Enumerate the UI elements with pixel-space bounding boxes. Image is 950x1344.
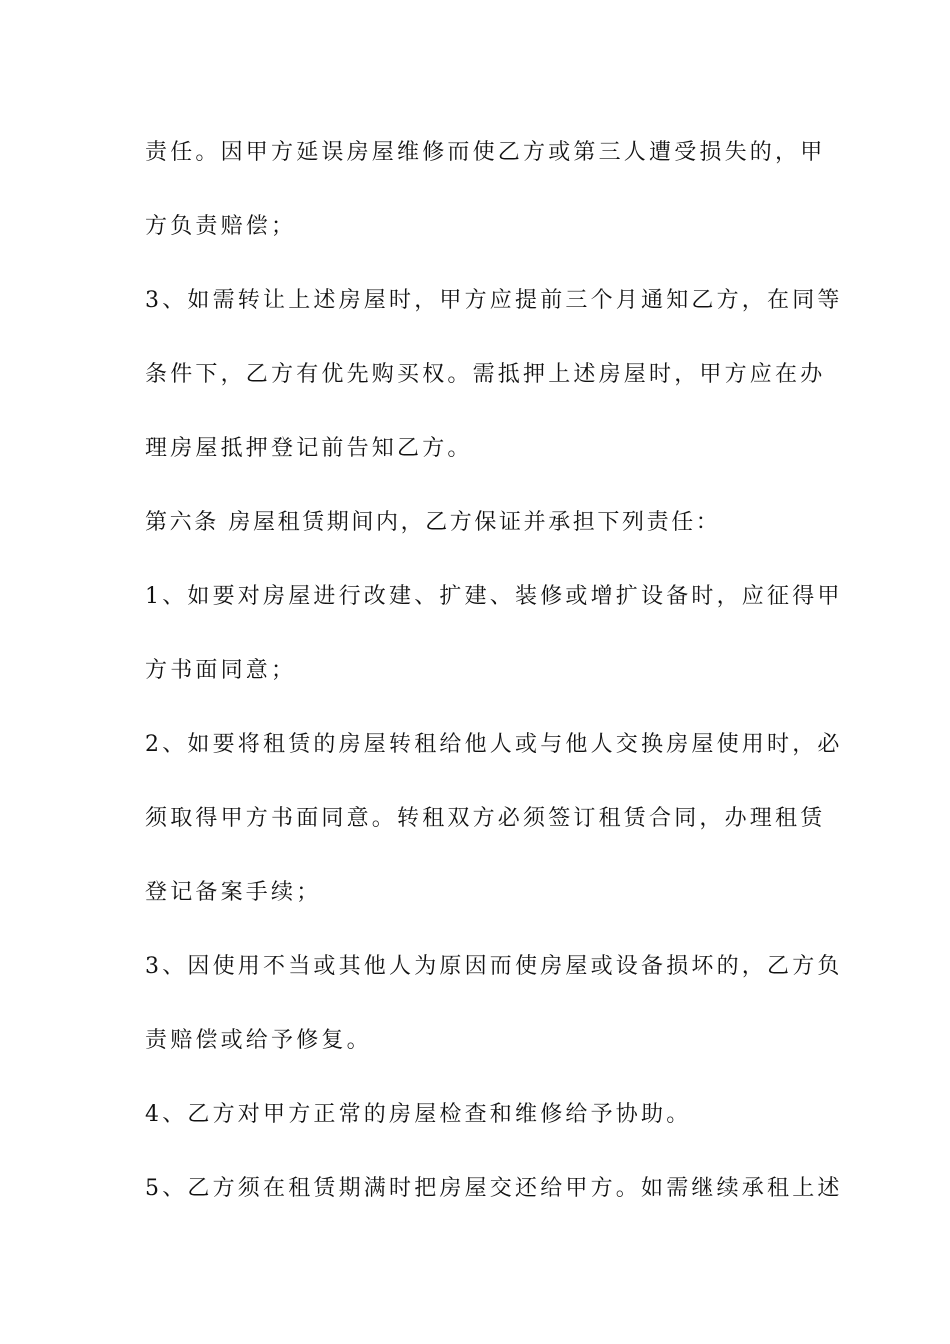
- text-line: 条件下，乙方有优先购买权。需抵押上述房屋时，甲方应在办: [145, 362, 826, 387]
- text-line: 3、如需转让上述房屋时，甲方应提前三个月通知乙方，在同等: [145, 288, 843, 313]
- text-line: 2、如要将租赁的房屋转租给他人或与他人交换房屋使用时，必: [145, 732, 843, 757]
- text-line: 方书面同意；: [145, 658, 297, 683]
- text-line: 理房屋抵押登记前告知乙方。: [145, 436, 473, 461]
- text-line: 4、乙方对甲方正常的房屋检查和维修给予协助。: [145, 1102, 692, 1127]
- text-line: 须取得甲方书面同意。转租双方必须签订租赁合同，办理租赁: [145, 806, 826, 831]
- text-line: 方负责赔偿；: [145, 214, 297, 239]
- text-line: 登记备案手续；: [145, 880, 322, 905]
- text-line: 责任。因甲方延误房屋维修而使乙方或第三人遭受损失的，甲: [145, 140, 826, 165]
- text-line: 5、乙方须在租赁期满时把房屋交还给甲方。如需继续承租上述: [145, 1176, 843, 1201]
- text-line: 1、如要对房屋进行改建、扩建、装修或增扩设备时，应征得甲: [145, 584, 843, 609]
- text-line: 责赔偿或给予修复。: [145, 1028, 372, 1053]
- text-line: 3、因使用不当或其他人为原因而使房屋或设备损坏的，乙方负: [145, 954, 843, 979]
- section-heading: 第六条 房屋租赁期间内，乙方保证并承担下列责任：: [145, 510, 721, 535]
